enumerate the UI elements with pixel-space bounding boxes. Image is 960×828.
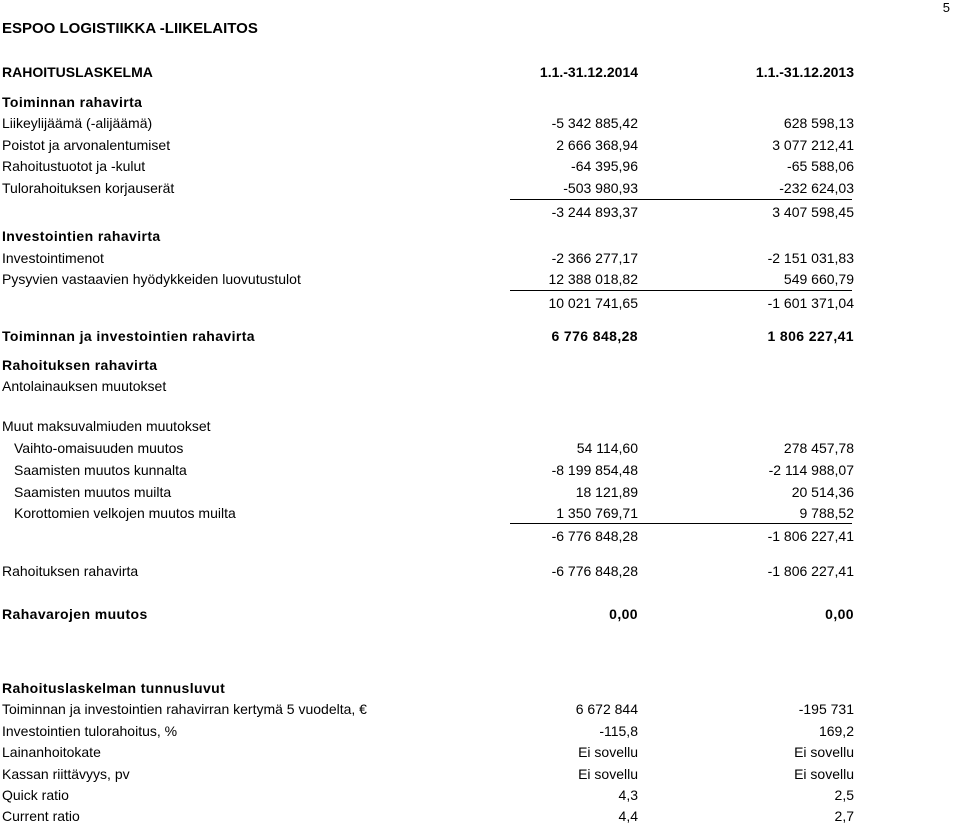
table-row [0, 744, 960, 764]
subtotal-row-operating [0, 204, 960, 224]
table-row [0, 462, 960, 482]
value-2013: -195 731 [798, 701, 854, 717]
subtotal-rule [510, 290, 852, 291]
page-number: 5 [942, 0, 950, 15]
value-2014: 2 666 368,94 [556, 137, 638, 153]
value-2014: -6 776 848,28 [551, 528, 638, 544]
statement-header [0, 64, 960, 84]
value-2013: 169,2 [818, 723, 854, 739]
value-2014: -8 199 854,48 [551, 462, 638, 478]
row-label: Rahoituksen rahavirta [2, 563, 139, 579]
value-2013: -232 624,03 [779, 180, 854, 196]
value-2014: 12 388 018,82 [548, 271, 638, 287]
table-row [0, 440, 960, 460]
section-heading: Rahoituksen rahavirta [2, 357, 158, 373]
value-2014: 6 776 848,28 [551, 328, 638, 344]
statement-title: RAHOITUSLASKELMA [2, 64, 153, 80]
table-row [0, 115, 960, 135]
table-row [0, 808, 960, 828]
value-2013: -1 806 227,41 [767, 563, 854, 579]
value-2013: 3 077 212,41 [772, 137, 854, 153]
table-row [0, 701, 960, 721]
organization-title: ESPOO LOGISTIIKKA -LIIKELAITOS [2, 20, 258, 37]
section-heading: Investointien rahavirta [2, 228, 161, 244]
row-label: Toiminnan ja investointien rahavirta [2, 328, 255, 344]
value-2013: -2 151 031,83 [767, 250, 854, 266]
table-row [0, 137, 960, 157]
row-label: Liikeylijäämä (-alijäämä) [2, 115, 153, 131]
table-row [0, 418, 960, 438]
row-label: Poistot ja arvonalentumiset [2, 137, 171, 153]
value-2014: -5 342 885,42 [551, 115, 638, 131]
value-2014: 4,4 [618, 808, 638, 824]
table-row [0, 766, 960, 786]
row-label: Korottomien velkojen muutos muilta [14, 505, 236, 521]
value-2014: 0,00 [609, 606, 638, 622]
value-2014: -64 395,96 [571, 158, 638, 174]
value-2013: 2,7 [834, 808, 854, 824]
table-row [0, 378, 960, 398]
value-2014: 18 121,89 [575, 484, 638, 500]
row-label: Vaihto-omaisuuden muutos [14, 440, 184, 456]
row-label: Kassan riittävyys, pv [2, 766, 130, 782]
value-2014: 6 672 844 [575, 701, 638, 717]
value-2013: -2 114 988,07 [768, 462, 854, 478]
table-row [0, 484, 960, 504]
section-heading-investing [0, 228, 960, 248]
value-2014: 54 114,60 [576, 440, 638, 456]
subtotal-row-investing [0, 295, 960, 315]
value-2014: 10 021 741,65 [548, 295, 638, 311]
subtotal-rule [510, 523, 852, 524]
row-label: Rahavarojen muutos [2, 606, 148, 622]
row-label: Saamisten muutos muilta [14, 484, 172, 500]
table-row [0, 271, 960, 291]
value-2013: Ei sovellu [794, 766, 854, 782]
table-row [0, 158, 960, 178]
value-2013: 1 806 227,41 [767, 328, 854, 344]
value-2013: 3 407 598,45 [772, 204, 854, 220]
period-previous: 1.1.-31.12.2013 [755, 64, 854, 80]
value-2013: 9 788,52 [799, 505, 854, 521]
section-heading: Rahoituslaskelman tunnusluvut [2, 680, 226, 696]
value-2013: -1 806 227,41 [767, 528, 854, 544]
subtotal-row-financing [0, 528, 960, 548]
value-2014: -115,8 [599, 723, 638, 739]
row-label: Current ratio [2, 808, 80, 824]
total-row-financing [0, 563, 960, 583]
row-label: Lainanhoitokate [2, 744, 101, 760]
section-heading: Toiminnan rahavirta [2, 94, 143, 110]
table-row [0, 250, 960, 270]
total-row-operating-investing [0, 328, 960, 348]
table-row [0, 180, 960, 200]
value-2014: -6 776 848,28 [551, 563, 638, 579]
value-2014: -2 366 277,17 [551, 250, 638, 266]
subtotal-rule [510, 199, 852, 200]
table-row [0, 787, 960, 807]
value-2013: -65 588,06 [787, 158, 854, 174]
period-current: 1.1.-31.12.2014 [539, 64, 638, 80]
row-label: Pysyvien vastaavien hyödykkeiden luovutustulot [2, 271, 301, 287]
row-label: Investointimenot [2, 250, 104, 266]
table-row [0, 505, 960, 525]
row-label: Muut maksuvalmiuden muutokset [2, 418, 211, 434]
value-2013: 0,00 [825, 606, 854, 622]
value-2013: 278 457,78 [783, 440, 854, 456]
section-heading-financing [0, 357, 960, 377]
value-2013: 2,5 [834, 787, 854, 803]
row-label: Investointien tulorahoitus, % [2, 723, 178, 739]
row-label: Saamisten muutos kunnalta [14, 462, 187, 478]
row-label: Toiminnan ja investointien rahavirran kertymä 5 vuodelta, € [2, 701, 367, 717]
table-row [0, 723, 960, 743]
row-label: Tulorahoituksen korjauserät [2, 180, 175, 196]
value-2013: Ei sovellu [794, 744, 854, 760]
value-2014: 4,3 [618, 787, 638, 803]
value-2013: 20 514,36 [791, 484, 854, 500]
row-label: Quick ratio [2, 787, 69, 803]
value-2014: -3 244 893,37 [551, 204, 638, 220]
value-2014: 1 350 769,71 [556, 505, 638, 521]
value-2013: -1 601 371,04 [767, 295, 854, 311]
section-heading-operating [0, 94, 960, 114]
value-2014: -503 980,93 [563, 180, 638, 196]
section-heading-key-figures [0, 680, 960, 700]
value-2013: 549 660,79 [783, 271, 854, 287]
row-label: Rahoitustuotot ja -kulut [2, 158, 146, 174]
value-2014: Ei sovellu [578, 744, 638, 760]
value-2014: Ei sovellu [578, 766, 638, 782]
row-label: Antolainauksen muutokset [2, 378, 167, 394]
total-row-cash-change [0, 606, 960, 626]
value-2013: 628 598,13 [783, 115, 854, 131]
